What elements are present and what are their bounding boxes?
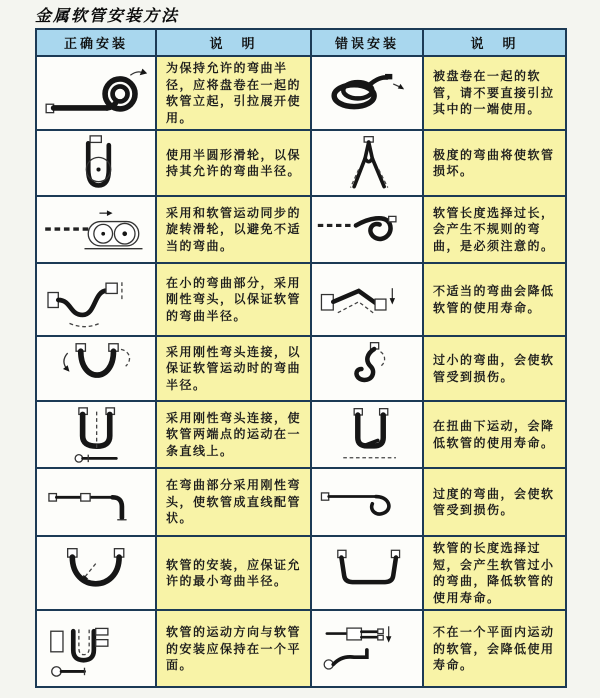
twisted-u-motion-illustration-icon: [316, 406, 418, 464]
header-wrong-install: 错误安装: [311, 29, 423, 56]
correct-illustration-cell: [36, 336, 156, 401]
correct-illustration-cell: [36, 468, 156, 536]
wrong-illustration-cell: [311, 130, 423, 196]
wrong-illustration-cell: [311, 610, 423, 687]
wrong-illustration-cell: [311, 536, 423, 610]
minimum-bend-radius-arc-illustration-icon: [41, 544, 150, 602]
table-row: [36, 263, 566, 336]
header-row: [36, 29, 566, 56]
table-row: [36, 336, 566, 401]
excessive-end-bend-illustration-icon: [316, 473, 418, 531]
synchronized-rotating-pulley-illustration-icon: [41, 201, 150, 259]
wrong-illustration-cell: [311, 336, 423, 401]
irregular-loop-bend-illustration-icon: [316, 201, 418, 259]
wrong-illustration-cell: [311, 196, 423, 263]
page-title: 金属软管安装方法: [35, 6, 180, 25]
single-plane-motion-illustration-icon: [41, 620, 150, 678]
table-row: [36, 130, 566, 196]
correct-note: 为保持允许的弯曲半径，应将盘卷在一起的软管立起，引拉展开使用。: [156, 56, 311, 130]
rigid-elbow-small-bend-illustration-icon: [41, 271, 150, 329]
correct-illustration-cell: [36, 263, 156, 336]
wrong-note: 在扭曲下运动，会降低软管的使用寿命。: [423, 401, 566, 468]
correct-illustration-cell: [36, 196, 156, 263]
wrong-note: 过度的弯曲，会使软管受到损伤。: [423, 468, 566, 536]
table-row: [36, 196, 566, 263]
correct-illustration-cell: [36, 610, 156, 687]
u-shape-inline-motion-illustration-icon: [41, 406, 150, 464]
too-small-bend-hook-illustration-icon: [316, 340, 418, 398]
wrong-note: 软管长度选择过长，会产生不规则的弯曲，是必须注意的。: [423, 196, 566, 263]
correct-note: 采用和软管运动同步的旋转滑轮，以避免不适当的弯曲。: [156, 196, 311, 263]
correct-note: 使用半圆形滑轮，以保持其允许的弯曲半径。: [156, 130, 311, 196]
coil-end-pulled-illustration-icon: [316, 64, 418, 122]
out-of-plane-motion-illustration-icon: [316, 620, 418, 678]
wrong-note: 过小的弯曲，会使软管受到损伤。: [423, 336, 566, 401]
header-explanation-right: 说 明: [423, 29, 566, 56]
wrong-note: 被盘卷在一起的软管，请不要直接引拉其中的一端使用。: [423, 56, 566, 130]
wrong-illustration-cell: [311, 263, 423, 336]
coil-standing-unroll-illustration-icon: [41, 64, 150, 122]
sharp-hanging-bend-illustration-icon: [316, 134, 418, 192]
correct-illustration-cell: [36, 536, 156, 610]
installation-table: [35, 28, 567, 688]
wrong-note: 不在一个平面内运动的软管，会降低使用寿命。: [423, 610, 566, 687]
correct-note: 采用刚性弯头连接，以保证软管运动时的弯曲半径。: [156, 336, 311, 401]
header-explanation-left: 说 明: [156, 29, 311, 56]
wrong-note: 极度的弯曲将使软管损坏。: [423, 130, 566, 196]
wrong-note: 软管的长度选择过短，会产生软管过小的弯曲，降低软管的使用寿命。: [423, 536, 566, 610]
correct-illustration-cell: [36, 401, 156, 468]
table-row: [36, 468, 566, 536]
semicircular-pulley-illustration-icon: [41, 134, 150, 192]
wrong-illustration-cell: [311, 468, 423, 536]
wrong-illustration-cell: [311, 401, 423, 468]
correct-illustration-cell: [36, 56, 156, 130]
header-correct-install: 正确安装: [36, 29, 156, 56]
rigid-elbow-u-connection-illustration-icon: [41, 340, 150, 398]
table-row: [36, 401, 566, 468]
table-row: [36, 610, 566, 687]
correct-note: 采用刚性弯头连接，使软管两端点的运动在一条直线上。: [156, 401, 311, 468]
correct-note: 软管的安装，应保证允许的最小弯曲半径。: [156, 536, 311, 610]
improper-v-bend-illustration-icon: [316, 271, 418, 329]
correct-note: 在小的弯曲部分，采用刚性弯头，以保证软管的弯曲半径。: [156, 263, 311, 336]
correct-note: 软管的运动方向与软管的安装应保持在一个平面。: [156, 610, 311, 687]
wrong-note: 不适当的弯曲会降低软管的使用寿命。: [423, 263, 566, 336]
straight-piping-elbow-illustration-icon: [41, 473, 150, 531]
correct-note: 在弯曲部分采用刚性弯头，使软管成直线配管状。: [156, 468, 311, 536]
table-row: [36, 536, 566, 610]
wrong-illustration-cell: [311, 56, 423, 130]
correct-illustration-cell: [36, 130, 156, 196]
table-row: [36, 56, 566, 130]
too-short-hose-illustration-icon: [316, 544, 418, 602]
